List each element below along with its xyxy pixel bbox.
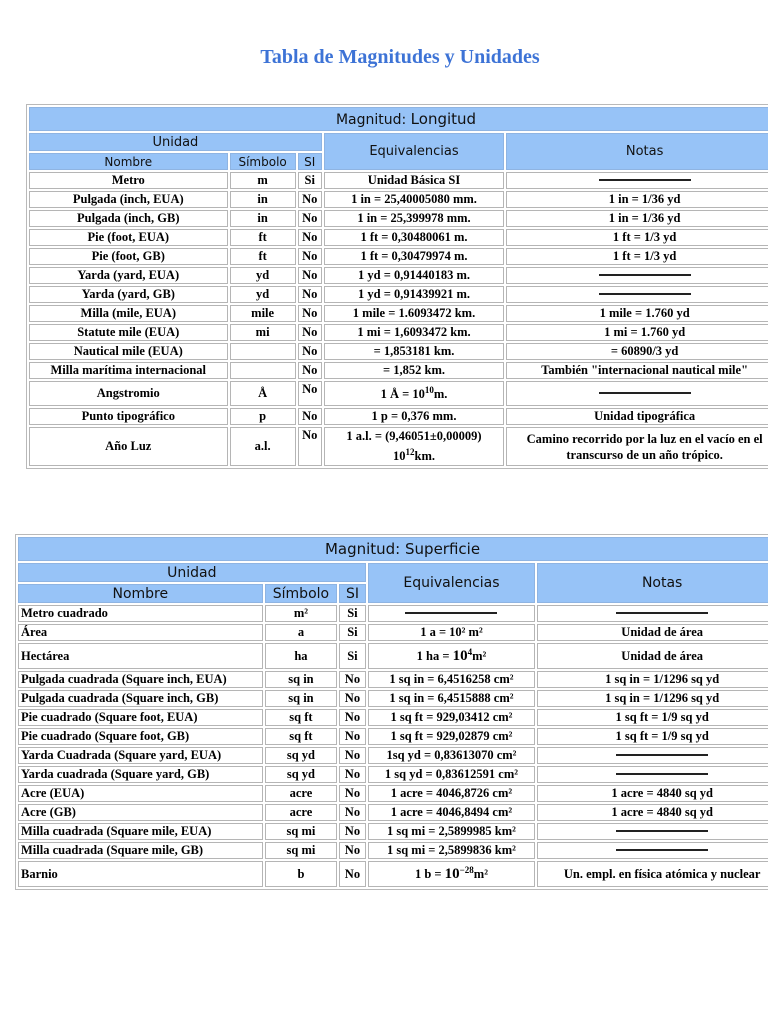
cell-si: Si (339, 624, 365, 641)
cell-simbolo: m (230, 172, 296, 189)
unidad-header: Unidad (29, 133, 322, 151)
cell-equivalencias: 1 p = 0,376 mm. (324, 408, 504, 425)
cell-equivalencias (368, 861, 536, 887)
magnitud-label: Magnitud: (335, 112, 407, 128)
equiv-base: 10 (452, 648, 468, 665)
cell-nombre: Pulgada (inch, GB) (29, 210, 228, 227)
cell-simbolo: sq ft (265, 709, 338, 726)
cell-nombre: Pie cuadrado (Square foot, GB) (18, 728, 263, 745)
table-row (18, 643, 768, 669)
nombre-header: Nombre (29, 153, 228, 170)
cell-simbolo: in (230, 210, 296, 227)
cell-equivalencias: 1 in = 25,40005080 mm. (324, 191, 504, 208)
table-row (18, 804, 768, 821)
cell-nombre: Punto tipográfico (29, 408, 228, 425)
cell-simbolo: m² (265, 605, 338, 622)
cell-si: Si (339, 605, 365, 622)
cell-equivalencias: 1 acre = 4046,8726 cm² (368, 785, 536, 802)
cell-notas: 1 acre = 4840 sq yd (537, 785, 768, 802)
equiv-text: 1 ha = (416, 649, 453, 664)
cell-notas: = 60890/3 yd (506, 343, 768, 360)
cell-nombre: Pulgada cuadrada (Square inch, GB) (18, 690, 263, 707)
cell-simbolo: Å (230, 381, 296, 406)
cell-nombre: Milla cuadrada (Square mile, EUA) (18, 823, 263, 840)
equiv-base: 10 (444, 866, 460, 883)
cell-equivalencias: 1 sq yd = 0,83612591 cm² (368, 766, 536, 783)
table-row (18, 671, 768, 688)
table-row (29, 324, 768, 341)
equiv-unit: m² (473, 867, 488, 882)
cell-notas: 1 acre = 4840 sq yd (537, 804, 768, 821)
cell-si: No (298, 248, 322, 265)
table-row (29, 229, 768, 246)
cell-notas: 1 sq ft = 1/9 sq yd (537, 728, 768, 745)
cell-equivalencias (368, 643, 536, 669)
cell-equivalencias: 1 yd = 0,91439921 m. (324, 286, 504, 303)
double-rule (405, 612, 497, 616)
cell-si: No (339, 804, 365, 821)
cell-nombre: Metro (29, 172, 228, 189)
cell-notas: 1 in = 1/36 yd (506, 210, 768, 227)
cell-equivalencias: 1 acre = 4046,8494 cm² (368, 804, 536, 821)
cell-notas: 1 ft = 1/3 yd (506, 229, 768, 246)
cell-simbolo: sq mi (265, 823, 338, 840)
cell-notas: Unidad de área (537, 624, 768, 641)
simbolo-header: Símbolo (265, 584, 338, 603)
equivalencias-header: Equivalencias (324, 133, 504, 170)
cell-simbolo: sq yd (265, 766, 338, 783)
notas-header: Notas (537, 563, 768, 603)
table-row (18, 728, 768, 745)
table-row (29, 408, 768, 425)
cell-simbolo: mi (230, 324, 296, 341)
double-rule (599, 179, 691, 183)
cell-si: No (339, 766, 365, 783)
table-row (18, 690, 768, 707)
cell-nombre: Yarda Cuadrada (Square yard, EUA) (18, 747, 263, 764)
cell-equivalencias: 1sq yd = 0,83613070 cm² (368, 747, 536, 764)
cell-equivalencias: 1 sq ft = 929,03412 cm² (368, 709, 536, 726)
table-row (29, 286, 768, 303)
table-row (18, 842, 768, 859)
cell-notas: Un. empl. en física atómica y nuclear (537, 861, 768, 887)
cell-equivalencias: 1 ft = 0,30479974 m. (324, 248, 504, 265)
cell-nombre: Pie (foot, GB) (29, 248, 228, 265)
cell-si: No (298, 305, 322, 322)
cell-notas (537, 766, 768, 783)
cell-nombre: Pie (foot, EUA) (29, 229, 228, 246)
equivalencias-header: Equivalencias (368, 563, 536, 603)
cell-simbolo: yd (230, 286, 296, 303)
cell-si: No (298, 286, 322, 303)
cell-notas: Unidad de área (537, 643, 768, 669)
cell-notas (537, 747, 768, 764)
superficie-table (15, 534, 768, 890)
superficie-rows (18, 605, 768, 887)
cell-simbolo (230, 362, 296, 379)
cell-nombre: Área (18, 624, 263, 641)
cell-equivalencias: 1 sq ft = 929,02879 cm² (368, 728, 536, 745)
table-row (18, 785, 768, 802)
cell-si: No (339, 671, 365, 688)
cell-simbolo: sq ft (265, 728, 338, 745)
cell-nombre: Barnio (18, 861, 263, 887)
cell-simbolo: sq in (265, 690, 338, 707)
double-rule (616, 830, 708, 834)
cell-si: No (298, 229, 322, 246)
equiv-text: 1 a.l. = (9,46051±0,00009) 10 (346, 429, 482, 464)
cell-nombre: Statute mile (EUA) (29, 324, 228, 341)
superficie-title (18, 537, 768, 561)
cell-notas (537, 842, 768, 859)
cell-nombre: Hectárea (18, 643, 263, 669)
cell-equivalencias: = 1,853181 km. (324, 343, 504, 360)
cell-simbolo: p (230, 408, 296, 425)
cell-si: No (339, 823, 365, 840)
cell-nombre: Acre (EUA) (18, 785, 263, 802)
cell-notas: Unidad tipográfica (506, 408, 768, 425)
cell-notas (537, 823, 768, 840)
cell-nombre: Yarda cuadrada (Square yard, GB) (18, 766, 263, 783)
cell-notas: 1 sq in = 1/1296 sq yd (537, 690, 768, 707)
magnitud-label: Magnitud: (324, 540, 401, 558)
cell-equivalencias: 1 yd = 0,91440183 m. (324, 267, 504, 284)
cell-si: No (339, 728, 365, 745)
cell-notas: Camino recorrido por la luz en el vacío en el transcurso de un año trópico. (506, 427, 768, 466)
double-rule (599, 293, 691, 297)
equiv-unit: km. (414, 449, 435, 464)
cell-notas: 1 in = 1/36 yd (506, 191, 768, 208)
cell-notas (506, 381, 768, 406)
cell-equivalencias: 1 mi = 1,6093472 km. (324, 324, 504, 341)
cell-si: No (339, 747, 365, 764)
cell-si: Si (298, 172, 322, 189)
cell-simbolo: ha (265, 643, 338, 669)
cell-si: No (298, 191, 322, 208)
cell-si: No (339, 690, 365, 707)
cell-equivalencias (368, 605, 536, 622)
table-row (18, 709, 768, 726)
cell-si: No (339, 709, 365, 726)
magnitud-value: Longitud (410, 110, 477, 128)
cell-notas: También "internacional nautical mile" (506, 362, 768, 379)
cell-si: No (298, 381, 322, 406)
cell-notas: 1 mile = 1.760 yd (506, 305, 768, 322)
cell-simbolo: b (265, 861, 338, 887)
table-row (29, 210, 768, 227)
cell-si: No (298, 210, 322, 227)
cell-simbolo: mile (230, 305, 296, 322)
cell-si: No (298, 362, 322, 379)
cell-notas: 1 sq ft = 1/9 sq yd (537, 709, 768, 726)
equiv-unit: m. (433, 387, 448, 402)
longitud-title (29, 107, 768, 131)
cell-simbolo: ft (230, 229, 296, 246)
cell-simbolo: a.l. (230, 427, 296, 466)
cell-equivalencias: 1 mile = 1.6093472 km. (324, 305, 504, 322)
cell-simbolo: sq in (265, 671, 338, 688)
cell-equivalencias: 1 sq in = 6,4515888 cm² (368, 690, 536, 707)
table-row (29, 305, 768, 322)
cell-equivalencias: 1 sq in = 6,4516258 cm² (368, 671, 536, 688)
cell-equivalencias: 1 sq mi = 2,5899985 km² (368, 823, 536, 840)
cell-equivalencias: 1 a = 10² m² (368, 624, 536, 641)
table-row (29, 267, 768, 284)
magnitud-value: Superficie (405, 540, 481, 558)
cell-si: Si (339, 643, 365, 669)
double-rule (616, 849, 708, 853)
cell-si: No (298, 408, 322, 425)
double-rule (616, 773, 708, 777)
cell-nombre: Nautical mile (EUA) (29, 343, 228, 360)
cell-nombre: Metro cuadrado (18, 605, 263, 622)
cell-equivalencias: = 1,852 km. (324, 362, 504, 379)
cell-simbolo: acre (265, 785, 338, 802)
equiv-text: 1 b = (414, 867, 445, 882)
page-title: Tabla de Magnitudes y Unidades (260, 46, 540, 68)
equiv-exponent: 10 (424, 384, 434, 395)
cell-equivalencias: 1 in = 25,399978 mm. (324, 210, 504, 227)
cell-simbolo: sq yd (265, 747, 338, 764)
cell-equivalencias (324, 427, 504, 466)
double-rule (616, 612, 708, 616)
nombre-header: Nombre (18, 584, 263, 603)
table-row (29, 343, 768, 360)
cell-simbolo: in (230, 191, 296, 208)
table-row (18, 747, 768, 764)
table-row (29, 172, 768, 189)
cell-simbolo: yd (230, 267, 296, 284)
cell-notas: 1 sq in = 1/1296 sq yd (537, 671, 768, 688)
table-row (29, 191, 768, 208)
cell-nombre: Pulgada (inch, EUA) (29, 191, 228, 208)
cell-notas: 1 ft = 1/3 yd (506, 248, 768, 265)
cell-simbolo: ft (230, 248, 296, 265)
equiv-exponent: 12 (405, 447, 415, 458)
cell-simbolo: acre (265, 804, 338, 821)
cell-nombre: Yarda (yard, GB) (29, 286, 228, 303)
table-row (18, 861, 768, 887)
cell-equivalencias: Unidad Básica SI (324, 172, 504, 189)
cell-nombre: Año Luz (29, 427, 228, 466)
double-rule (616, 754, 708, 758)
double-rule (599, 274, 691, 278)
equiv-exponent: −28 (459, 864, 474, 875)
cell-notas: 1 mi = 1.760 yd (506, 324, 768, 341)
si-header: SI (298, 153, 322, 170)
cell-nombre: Acre (GB) (18, 804, 263, 821)
table-row (29, 427, 768, 466)
cell-nombre: Milla marítima internacional (29, 362, 228, 379)
table-row (18, 766, 768, 783)
cell-si: No (298, 267, 322, 284)
cell-si: No (339, 861, 365, 887)
cell-equivalencias: 1 ft = 0,30480061 m. (324, 229, 504, 246)
table-row (18, 823, 768, 840)
table-row (18, 605, 768, 622)
table-row (29, 381, 768, 406)
simbolo-header: Símbolo (230, 153, 296, 170)
longitud-rows (29, 172, 768, 466)
cell-simbolo: a (265, 624, 338, 641)
cell-equivalencias (324, 381, 504, 406)
cell-si: No (298, 427, 322, 466)
cell-equivalencias: 1 sq mi = 2,5899836 km² (368, 842, 536, 859)
notas-header: Notas (506, 133, 768, 170)
equiv-text: 1 Å = 10 (380, 387, 425, 402)
cell-si: No (298, 324, 322, 341)
cell-nombre: Milla (mile, EUA) (29, 305, 228, 322)
cell-nombre: Pie cuadrado (Square foot, EUA) (18, 709, 263, 726)
cell-simbolo (230, 343, 296, 360)
cell-notas (506, 267, 768, 284)
si-header: SI (339, 584, 365, 603)
cell-nombre: Milla cuadrada (Square mile, GB) (18, 842, 263, 859)
cell-nombre: Pulgada cuadrada (Square inch, EUA) (18, 671, 263, 688)
cell-notas (506, 172, 768, 189)
cell-si: No (339, 785, 365, 802)
equiv-unit: m² (472, 649, 487, 664)
table-row (29, 362, 768, 379)
equiv-exponent: 4 (467, 646, 473, 657)
table-row (18, 624, 768, 641)
cell-si: No (298, 343, 322, 360)
table-row (29, 248, 768, 265)
cell-simbolo: sq mi (265, 842, 338, 859)
longitud-table (26, 104, 768, 469)
cell-notas (506, 286, 768, 303)
cell-nombre: Yarda (yard, EUA) (29, 267, 228, 284)
cell-si: No (339, 842, 365, 859)
double-rule (599, 392, 691, 396)
cell-notas (537, 605, 768, 622)
unidad-header: Unidad (18, 563, 366, 582)
cell-nombre: Angstromio (29, 381, 228, 406)
